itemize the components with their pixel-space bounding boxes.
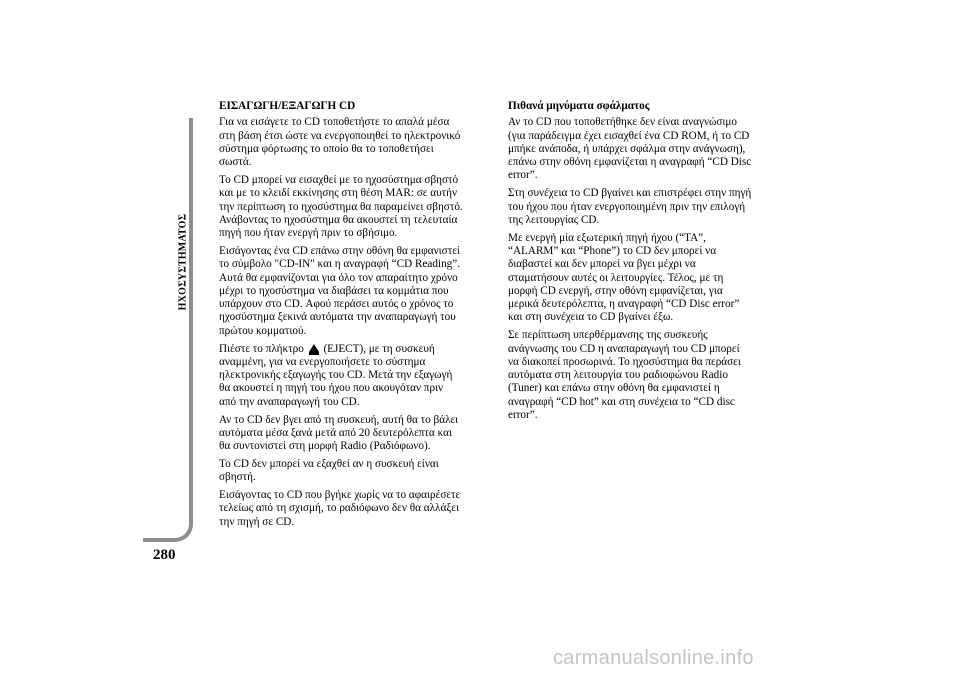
- text-fragment: Πιέστε το πλήκτρο: [219, 342, 304, 355]
- text-line: και με το κλειδί εκκίνησης στη θέση MAR: σε αυτήν: [219, 187, 458, 200]
- text-line: αναγραφή “CD hot” και στη συνέχεια το “CD disc: [508, 395, 735, 408]
- text-line: επάνω στην οθόνη εμφανίζεται η αναγραφή “CD Disc: [508, 156, 752, 169]
- page-number: 280: [153, 547, 176, 563]
- text-line: Στη συνέχεια το CD βγαίνει και επιστρέφει στην πηγή: [508, 187, 752, 200]
- paragraph: [508, 187, 790, 227]
- eject-icon: [309, 344, 319, 352]
- text-line: (Tuner) και επάνω στην οθόνη θα εμφανιστεί η: [508, 382, 720, 395]
- text-fragment: (EJECT), με τη συσκευή: [323, 342, 435, 355]
- left-column: [219, 100, 497, 533]
- paragraph: [219, 116, 497, 169]
- text-line: Για να εισάγετε το CD τοποθετήστε το απαλά μέσα: [219, 116, 450, 129]
- paragraph: [508, 116, 790, 182]
- margin-frame: [143, 118, 193, 542]
- text-line: και στη συνέχεια το CD βγαίνει έξω.: [508, 311, 674, 324]
- text-line: ανάγνωσης του CD η αναπαραγωγή του CD μπορεί: [508, 342, 740, 355]
- paragraph: [508, 232, 790, 325]
- text-line: Σε περίπτωση υπερθέρμανσης της συσκευής: [508, 329, 708, 342]
- text-line: Αν το CD που τοποθετήθηκε δεν είναι αναγνώσιμο: [508, 116, 738, 129]
- text-line: να διακοπεί προσωρινά. Το ηχοσύστημα θα περάσει: [508, 355, 741, 368]
- text-line: ηχοσύστημα ξεκινά αυτόματα την αναπαραγωγή του: [219, 311, 456, 324]
- text-line: Εισάγοντας το CD που βγήκε χωρίς να το αφαιρέσετε: [219, 489, 461, 502]
- text-line: πηγή που ήταν ενεργή πριν το σβήσιμο.: [219, 227, 398, 240]
- paragraph: [219, 489, 497, 529]
- text-line: error”.: [508, 409, 538, 422]
- text-line: πρώτου κομματιού.: [219, 324, 307, 337]
- text-line: error”.: [508, 169, 538, 182]
- section-heading-error-messages: Πιθανά μηνύματα σφάλματος: [508, 100, 650, 112]
- text-line: σωστά.: [219, 156, 252, 169]
- text-line: “ALARM” και “Phone”) το CD δεν μπορεί να: [508, 244, 717, 257]
- text-line: αναμμένη, για να ενεργοποιήσετε το σύστημα: [219, 355, 426, 368]
- paragraph: [219, 458, 497, 485]
- text-line: Εισάγοντας ένα CD επάνω στην οθόνη θα εμφανιστεί: [219, 244, 460, 257]
- text-line: τελείως από τη σχισμή, το ραδιόφωνο δεν θα αλλάξει: [219, 502, 460, 515]
- text-line: αυτόματα μέσα ξανά μετά από 20 δευτερόλεπτα και: [219, 426, 452, 439]
- text-line: σβηστή.: [219, 471, 256, 484]
- text-line: μέχρι το ηχοσύστημα να διαβάσει τα κομμάτια που: [219, 284, 449, 297]
- text-line: το σύμβολο "CD-IN" και η αναγραφή “CD Reading”.: [219, 258, 461, 271]
- text-line: ηλεκτρονικής εξαγωγής του CD. Μετά την εξαγωγή: [219, 369, 453, 382]
- text-line: την περίπτωση το ηχοσύστημα θα παραμείνει σβηστό.: [219, 200, 463, 213]
- text-line: μπήκε ανάποδα, ή υπάρχει σφάλμα στην ανάγνωση),: [508, 142, 746, 155]
- text-line: της λειτουργίας CD.: [508, 213, 600, 226]
- right-column: [508, 100, 790, 427]
- text-line: την πηγή σε CD.: [219, 515, 295, 528]
- text-line: Το CD μπορεί να εισαχθεί με το ηχοσύστημα σβηστό: [219, 173, 459, 186]
- text-line: (για παράδειγμα έχει εισαχθεί ένα CD ROM, ή το CD: [508, 129, 750, 142]
- text-line: στη βάση έτσι ώστε να ενεργοποιηθεί το ηλεκτρονικό: [219, 129, 461, 142]
- paragraph: [508, 329, 790, 422]
- text-line: Το CD δεν μπορεί να εξαχθεί αν η συσκευή είναι: [219, 457, 439, 470]
- watermark-link[interactable]: carmanualsonline.info: [553, 647, 754, 669]
- text-line: αυτόματα στη λειτουργία του ραδιοφώνου Radio: [508, 369, 728, 382]
- text-line: σταματήσουν αυτές οι λειτουργίες. Τέλος, με τη: [508, 271, 724, 284]
- text-line: [219, 343, 497, 356]
- text-line: του ήχου που ήταν ενεργοποιημένη πριν την επιλογή: [508, 200, 746, 213]
- text-line: υπάρχουν στο CD. Αφού περάσει αυτός ο χρόνος το: [219, 298, 454, 311]
- text-line: Ανάβοντας το ηχοσύστημα θα ακουστεί τη τελευταία: [219, 213, 458, 226]
- paragraph-eject: [219, 343, 497, 409]
- text-line: σύστημα φόρτωσης το οποίο θα το τοποθετήσει: [219, 142, 434, 155]
- paragraph: [219, 245, 497, 338]
- text-line: Με ενεργή μία εξωτερική πηγή ήχου (“TA”,: [508, 231, 706, 244]
- text-line: διαβαστεί και δεν μπορεί να βγει μέχρι να: [508, 258, 696, 271]
- text-line: Αυτά θα εμφανίζονται για όλο τον απαραίτητο χρόνο: [219, 271, 458, 284]
- paragraph: [219, 414, 497, 454]
- section-heading-cd-insert-eject: ΕΙΣΑΓΩΓΗ/ΕΞΑΓΩΓΗ CD: [219, 100, 356, 112]
- text-line: από την αναπαραγωγή του CD.: [219, 395, 360, 408]
- text-line: μερικά δευτερόλεπτα, η αναγραφή “CD Disc error”: [508, 298, 740, 311]
- text-line: Αν το CD δεν βγει από τη συσκευή, αυτή θα το βάλει: [219, 413, 459, 426]
- paragraph: [219, 174, 497, 240]
- section-side-title: ΗΧΟΣΥΣΤΗΜΑΤΟΣ: [177, 213, 189, 311]
- text-line: θα ακουστεί η πηγή του ήχου που ακουγόταν πριν: [219, 382, 444, 395]
- text-line: μορφή CD ενεργή, στην οθόνη εμφανίζεται, για: [508, 284, 723, 297]
- text-line: θα συντονιστεί στη μορφή Radio (Ραδιόφωνο).: [219, 440, 431, 453]
